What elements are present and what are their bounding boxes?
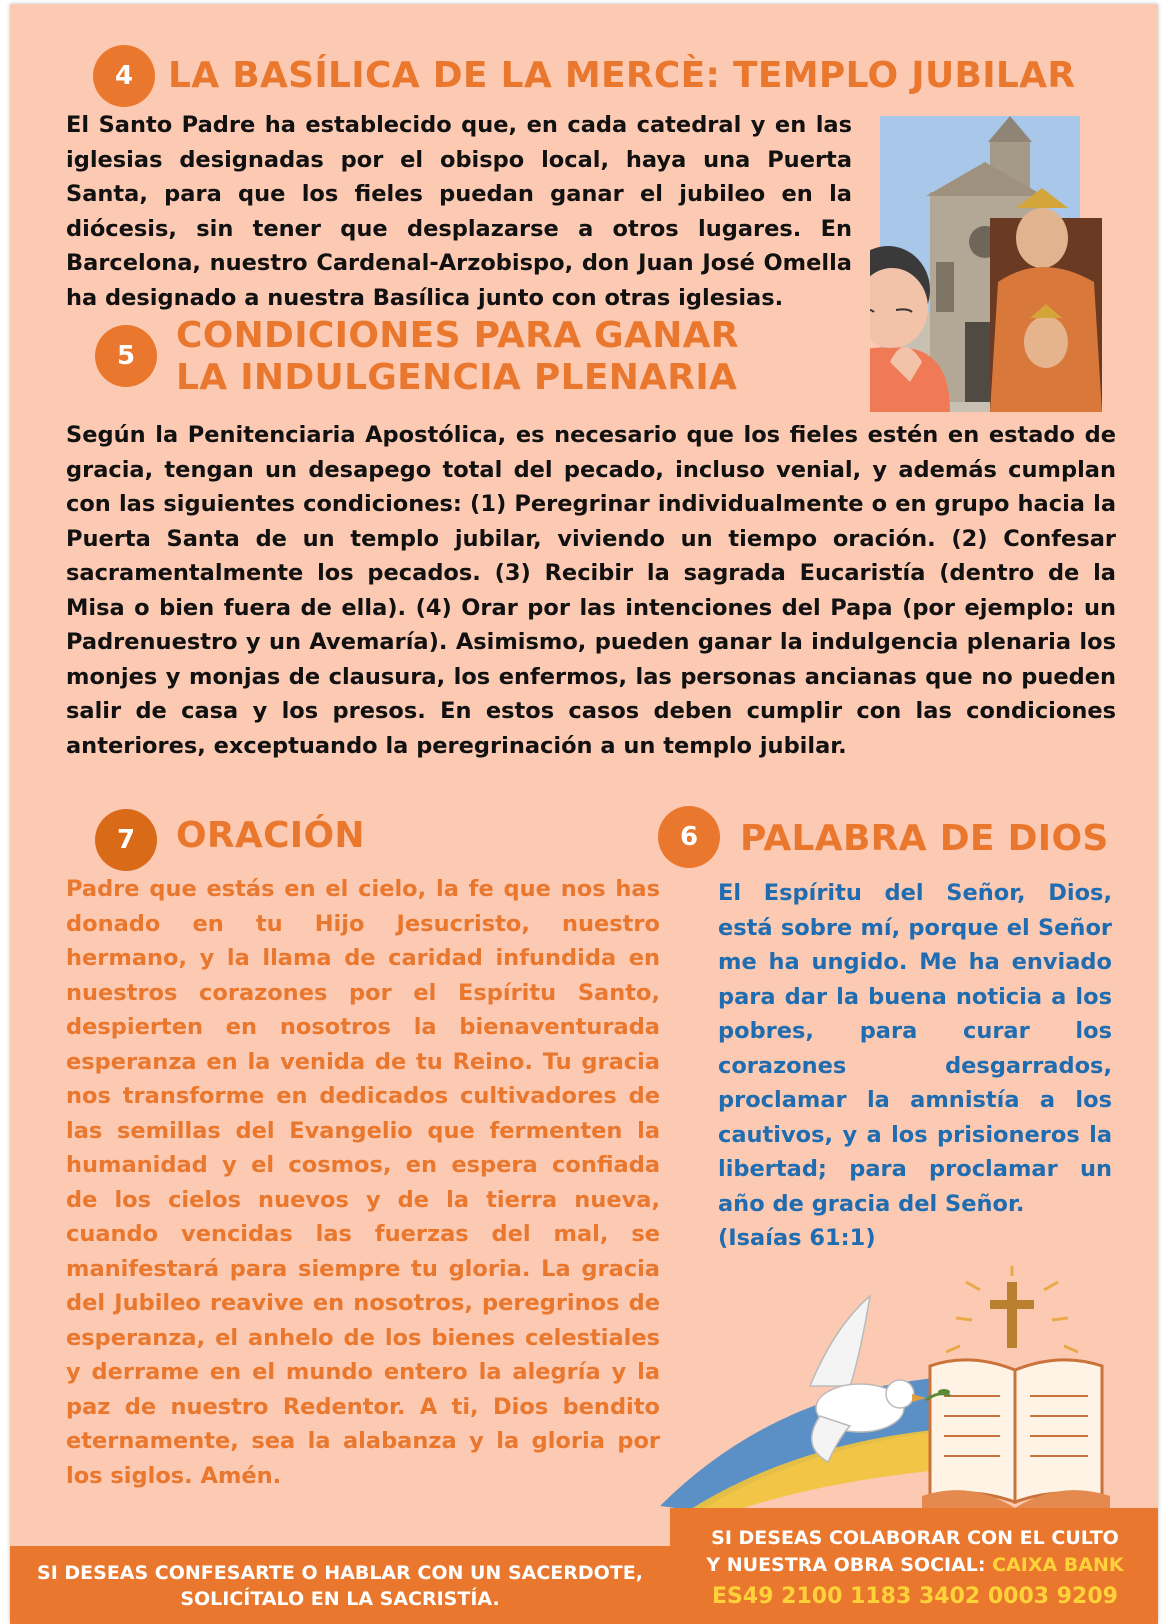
- donation-info-banner: [670, 1508, 1158, 1624]
- section-7-title: ORACIÓN: [176, 815, 365, 856]
- bank-iban: ES49 2100 1183 3402 0003 9209: [712, 1583, 1118, 1609]
- section-5-title-line1: CONDICIONES PARA GANAR: [176, 315, 739, 356]
- donation-info-line2: Y NUESTRA OBRA SOCIAL: CAIXA BANK: [706, 1553, 1124, 1576]
- section-6-citation: (Isaías 61:1): [718, 1225, 876, 1251]
- basilica-illustration-group: [870, 112, 1150, 418]
- cross-icon: [946, 1266, 1078, 1352]
- section-4-text: El Santo Padre ha establecido que, en cada catedral y en las iglesias designadas por el obispo local, haya una Puerta Santa, para que los fieles puedan ganar el jubileo en la diócesis, sin tener que desplazarse a otros lugares. En Barcelona, nuestro Cardenal-Arzobispo, don Juan José Omella ha designado a nuestra Basílica junto con otras iglesias.: [66, 112, 852, 311]
- jubilee-leaflet-page: [10, 4, 1158, 1624]
- confession-info-line1: SI DESEAS CONFESARTE O HABLAR CON UN SACERDOTE,: [37, 1562, 643, 1584]
- donation-info-line1: SI DESEAS COLABORAR CON EL CULTO: [711, 1526, 1119, 1549]
- section-6-scripture-text: El Espíritu del Señor, Dios, está sobre mí, porque el Señor me ha ungido. Me ha enviado para dar la buena noticia a los pobres, para curar los corazones desgarrados, proclamar la amnistía a los cautivos, y a los prisioneros la libertad; para proclamar un año de gracia del Señor. (Isaías 61:1): [718, 876, 1112, 1256]
- bank-name: CAIXA BANK: [992, 1553, 1124, 1576]
- section-7-number-badge: 7: [95, 809, 157, 871]
- confession-info-banner: [10, 1546, 670, 1624]
- section-6-title: PALABRA DE DIOS: [740, 818, 1109, 859]
- section-7-prayer-text: Padre que estás en el cielo, la fe que nos has donado en tu Hijo Jesucristo, nuestro hermano, y la llama de caridad infundida en nuestros corazones por el Espíritu Santo, despierten en nosotros la bienaventurada esperanza en la venida de tu Reino. Tu gracia nos transforme en dedicados cultivadores de las semillas del Evangelio que fermenten la humanidad y el cosmos, en espera confiada de los cielos nuevos y de la tierra nueva, cuando vencidas las fuerzas del mal, se manifestará para siempre tu gloria. La gracia del Jubileo reavive en nosotros, peregrinos de esperanza, el anhelo de los bienes celestiales y derrame en el mundo entero la alegría y la paz de nuestro Redentor. A ti, Dios bendito eternamente, sea la alabanza y la gloria por los siglos. Amén.: [66, 876, 660, 1489]
- section-6-number-badge: 6: [658, 806, 720, 868]
- section-5-text: Según la Penitenciaria Apostólica, es necesario que los fieles estén en estado de gracia, tengan un desapego total del pecado, incluso venial, y además cumplan con las siguientes condiciones: (1) Peregrinar individualmente o en grupo hacia la Puerta Santa de un templo jubilar, viviendo un tiempo oración. (2) Confesar sacramentalmente los pecados. (3) Recibir la sagrada Eucaristía (dentro de la Misa o bien fuera de ella). (4) Orar por las intenciones del Papa (por ejemplo: un Padrenuestro y un Avemaría). Asimismo, pueden ganar la indulgencia plenaria los monjes y monjas de clausura, los enfermos, las personas ancianas que no pueden salir de casa y los presos. En estos casos deben cumplir con las condiciones anteriores, exceptuando la peregrinación a un templo jubilar.: [66, 422, 1116, 759]
- section-5-number-badge: 5: [95, 325, 157, 387]
- bible-dove-illustration: [660, 1266, 1158, 1516]
- virgin-merce-statue: [990, 188, 1102, 412]
- section-5-title-line2: LA INDULGENCIA PLENARIA: [176, 357, 738, 398]
- section-4-title: LA BASÍLICA DE LA MERCÈ: TEMPLO JUBILAR: [168, 55, 1076, 96]
- section-4-number-badge: 4: [93, 45, 155, 107]
- confession-info-line2: SOLICÍTALO EN LA SACRISTÍA.: [180, 1588, 500, 1610]
- open-bible-icon: [922, 1360, 1110, 1510]
